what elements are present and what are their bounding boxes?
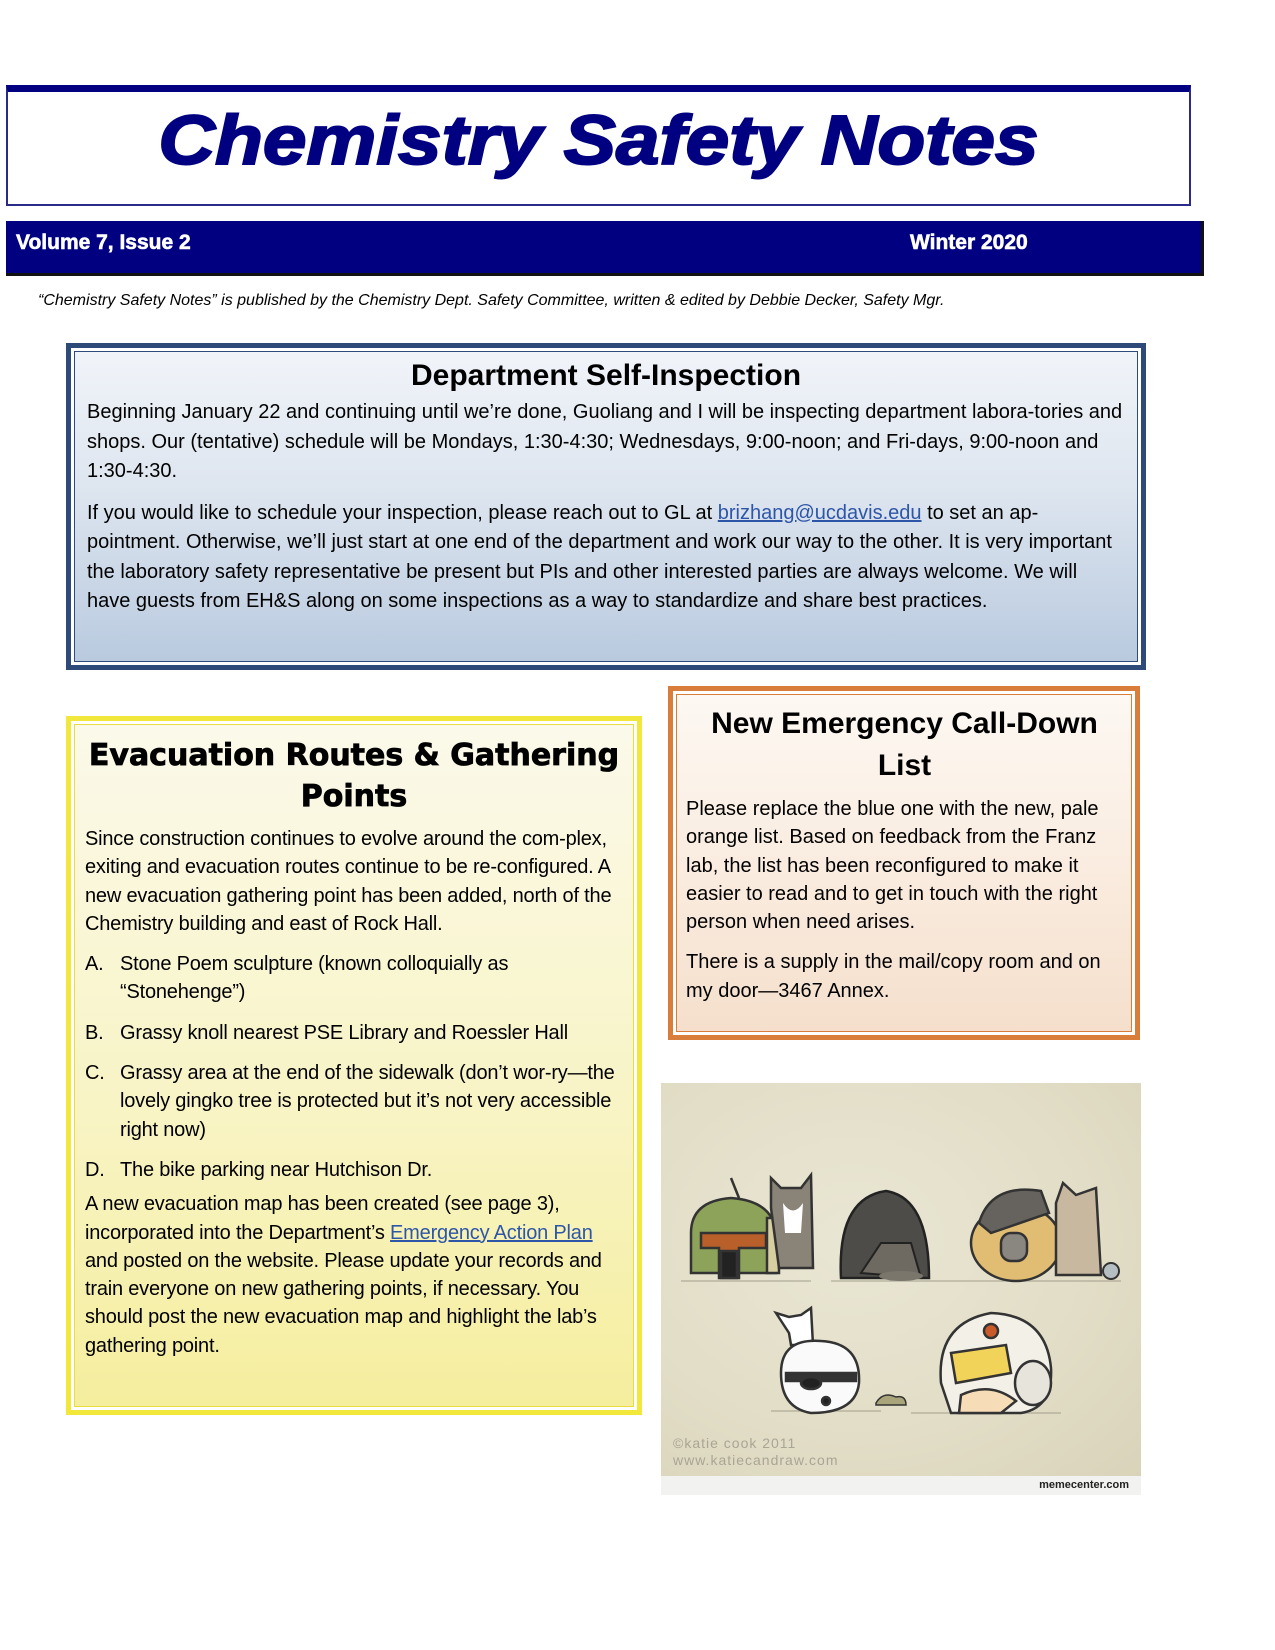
evacuation-closing xyxy=(85,1190,623,1360)
gathering-point xyxy=(85,1019,623,1047)
point-text: Grassy area at the end of the sidewalk (don’t wor-ry—the lovely gingko tree is protected but it’s not very accessible right now) xyxy=(120,1062,615,1141)
volume-issue: Volume 7, Issue 2 xyxy=(16,231,191,254)
inspection-paragraph-1: Beginning January 22 and continuing until we’re done, Guoliang and I will be inspecting department labora-tories and shops. Our (tentative) schedule will be Mondays, 1:30-4:30; Wednesdays, 9:00-noon; and Fri-days, 9:00-noon and 1:30-4:30. xyxy=(87,401,1123,482)
cartoon-illustration xyxy=(661,1083,1141,1476)
masthead-title-box xyxy=(6,85,1191,206)
calldown-heading: New Emergency Call-Down List xyxy=(711,707,1098,782)
gathering-point xyxy=(85,950,623,1007)
calldown-paragraph-2: There is a supply in the mail/copy room and on my door—3467 Annex. xyxy=(686,951,1101,1002)
point-text: Grassy knoll nearest PSE Library and Roessler Hall xyxy=(120,1021,568,1044)
emergency-action-plan-link[interactable]: Emergency Action Plan xyxy=(390,1221,593,1244)
inspection-section xyxy=(66,343,1146,670)
newsletter-title: Chemistry Safety Notes xyxy=(158,101,1039,179)
byline: “Chemistry Safety Notes” is published by the Chemistry Dept. Safety Committee, written & edited by Debbie Decker, Safety Mgr. xyxy=(38,292,945,309)
gathering-point xyxy=(85,1059,623,1144)
evacuation-section xyxy=(66,716,642,1415)
helmet-cats-illustration-icon xyxy=(661,1083,1141,1476)
star-wars-cats-cartoon xyxy=(661,1083,1141,1495)
inspection-paragraph-2 xyxy=(87,499,1125,617)
gathering-point xyxy=(85,1156,623,1184)
issue-season: Winter 2020 xyxy=(910,231,1028,254)
inspection-text-after-email: to set an ap-pointment. Otherwise, we’ll just start at one end of the department and work our way to the other. It is very important the laboratory safety representative be present but PIs and other interested parties are always welcome. We will have guests from EH&S along on some inspections as a way to standardize and share best practices. xyxy=(87,501,1112,612)
email-link[interactable]: brizhang@ucdavis.edu xyxy=(717,501,922,524)
calldown-paragraph-1: Please replace the blue one with the new, pale orange list. Based on feedback from the Franz lab, the list has been reconfigured to make it easier to read and to get in touch with the right person when need arises. xyxy=(686,798,1099,934)
inspection-text-before-email: If you would like to schedule your inspection, please reach out to GL at xyxy=(87,501,718,524)
closing-text-before-link: A new evacuation map has been created (see page 3), incorporated into the Department’s xyxy=(85,1193,560,1244)
inspection-heading: Department Self-Inspection xyxy=(410,359,802,392)
calldown-section xyxy=(668,686,1140,1040)
evacuation-heading: Evacuation Routes & Gathering Points xyxy=(88,738,620,814)
closing-text-after-link: and posted on the website. Please update your records and train everyone on new gathering points, if necessary. You should post the new evacuation map and highlight the lab’s gathering point. xyxy=(85,1249,602,1357)
gathering-points-list xyxy=(85,950,623,1184)
point-text: The bike parking near Hutchison Dr. xyxy=(120,1158,433,1181)
point-letter: A. xyxy=(85,953,104,976)
point-text: Stone Poem sculpture (known colloquially as “Stonehenge”) xyxy=(120,953,509,1004)
point-letter: B. xyxy=(85,1021,104,1044)
issue-band xyxy=(6,221,1204,276)
point-letter: D. xyxy=(85,1158,105,1181)
evacuation-intro: Since construction continues to evolve around the com-plex, exiting and evacuation routes continue to be re-configured. A new evacuation gathering point has been added, north of the Chemistry building and east of Rock Hall. xyxy=(85,828,612,935)
watermark: memecenter.com xyxy=(1039,1479,1129,1491)
artist-credit: ©katie cook 2011 xyxy=(673,1435,797,1451)
point-letter: C. xyxy=(85,1062,105,1085)
artist-website: www.katiecandraw.com xyxy=(673,1452,839,1468)
